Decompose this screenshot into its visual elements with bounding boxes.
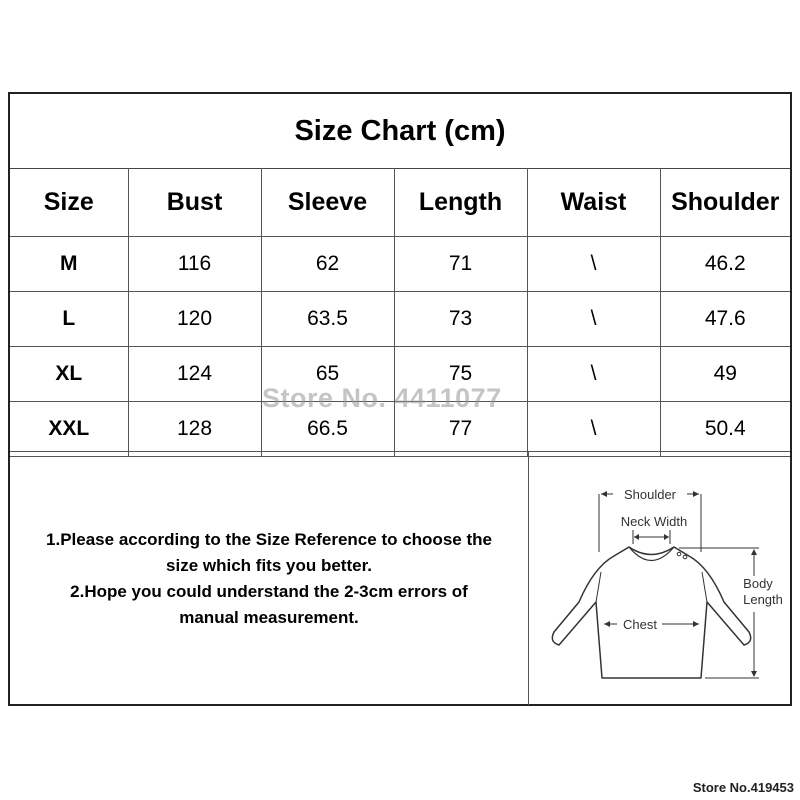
arrow-left-icon <box>601 491 607 497</box>
info-section <box>10 451 790 705</box>
shoulder-cell: 49 <box>660 347 790 402</box>
header-row <box>10 168 790 237</box>
length-cell: 77 <box>394 402 527 457</box>
col-header-size: Size <box>10 168 128 237</box>
shoulder-cell: 50.4 <box>660 402 790 457</box>
store-watermark: Store No. 4411077 <box>262 383 502 413</box>
table-row <box>10 292 790 347</box>
sleeve-seam-icon <box>702 572 707 602</box>
waist-cell: \ <box>527 292 660 347</box>
arrow-left-icon <box>634 534 639 540</box>
button-icon <box>683 555 687 559</box>
arrow-left-icon <box>604 621 610 627</box>
waist-cell: \ <box>527 402 660 457</box>
bust-cell: 120 <box>128 292 261 347</box>
sleeve-cell: 66.5 <box>261 402 394 457</box>
note-line: size which fits you better. <box>166 555 372 575</box>
sleeve-seam-icon <box>596 572 601 602</box>
sleeve-cell: 62 <box>261 237 394 292</box>
length-cell: 73 <box>394 292 527 347</box>
col-header-waist: Waist <box>527 168 660 237</box>
note-line: 2.Hope you could understand the 2-3cm errors of <box>70 581 468 601</box>
sweater-diagram <box>529 452 790 705</box>
col-header-bust: Bust <box>128 168 261 237</box>
length-cell: 75 <box>394 347 527 402</box>
size-cell: XL <box>10 347 128 402</box>
arrow-down-icon <box>751 671 757 677</box>
note-line: manual measurement. <box>179 607 359 627</box>
note-line: 1.Please according to the Size Reference to choose the <box>46 529 492 549</box>
button-icon <box>677 552 681 556</box>
waist-cell: \ <box>527 237 660 292</box>
sweater-outline-icon <box>552 547 750 678</box>
col-header-length: Length <box>394 168 527 237</box>
shoulder-cell: 47.6 <box>660 292 790 347</box>
shoulder-label: Shoulder <box>623 487 677 502</box>
arrow-right-icon <box>693 491 699 497</box>
waist-cell: \ <box>527 347 660 402</box>
col-header-shoulder: Shoulder <box>660 168 790 237</box>
arrow-right-icon <box>664 534 669 540</box>
size-cell: M <box>10 237 128 292</box>
length-cell: 71 <box>394 237 527 292</box>
size-cell: L <box>10 292 128 347</box>
bust-cell: 116 <box>128 237 261 292</box>
measurement-notes <box>10 452 529 705</box>
chest-label: Chest <box>623 617 657 632</box>
sleeve-cell: 65 <box>261 347 394 402</box>
arrow-right-icon <box>693 621 699 627</box>
chart-title: Size Chart (cm) <box>10 94 790 169</box>
bust-cell: 124 <box>128 347 261 402</box>
size-cell: XXL <box>10 402 128 457</box>
store-footer-label: Store No.419453 <box>692 780 794 795</box>
shoulder-cell: 46.2 <box>660 237 790 292</box>
garment-diagram <box>529 452 790 705</box>
bust-cell: 128 <box>128 402 261 457</box>
sleeve-cell: 63.5 <box>261 292 394 347</box>
table-row <box>10 237 790 292</box>
body-length-label: Body <box>743 576 773 591</box>
neck-width-label: Neck Width <box>620 514 688 529</box>
arrow-up-icon <box>751 549 757 555</box>
body-length-label: Length <box>743 592 783 607</box>
col-header-sleeve: Sleeve <box>261 168 394 237</box>
